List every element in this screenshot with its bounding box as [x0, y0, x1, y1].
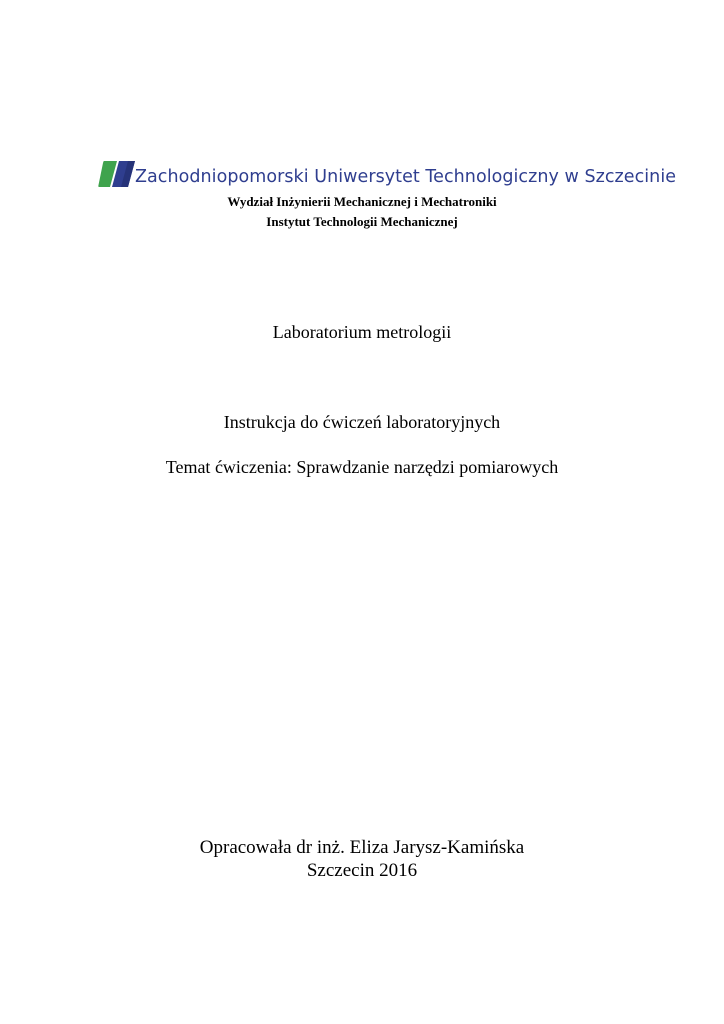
university-logo-row [97, 158, 676, 190]
lab-title: Laboratorium metrologii [272, 322, 452, 342]
faculty-name: Wydział Inżynierii Mechanicznej i Mechatroniki [227, 194, 497, 209]
instruction-title: Instrukcja do ćwiczeń laboratoryjnych [223, 412, 501, 432]
place-year-line: Szczecin 2016 [306, 860, 418, 881]
zut-logo-icon [97, 159, 135, 189]
author-line: Opracowała dr inż. Eliza Jarysz-Kamińska [199, 837, 525, 858]
institute-name: Instytut Technologii Mechanicznej [266, 214, 458, 229]
topic-title: Temat ćwiczenia: Sprawdzanie narzędzi pomiarowych [165, 457, 559, 477]
university-name: Zachodniopomorski Uniwersytet Technologiczny w Szczecinie [135, 167, 677, 187]
